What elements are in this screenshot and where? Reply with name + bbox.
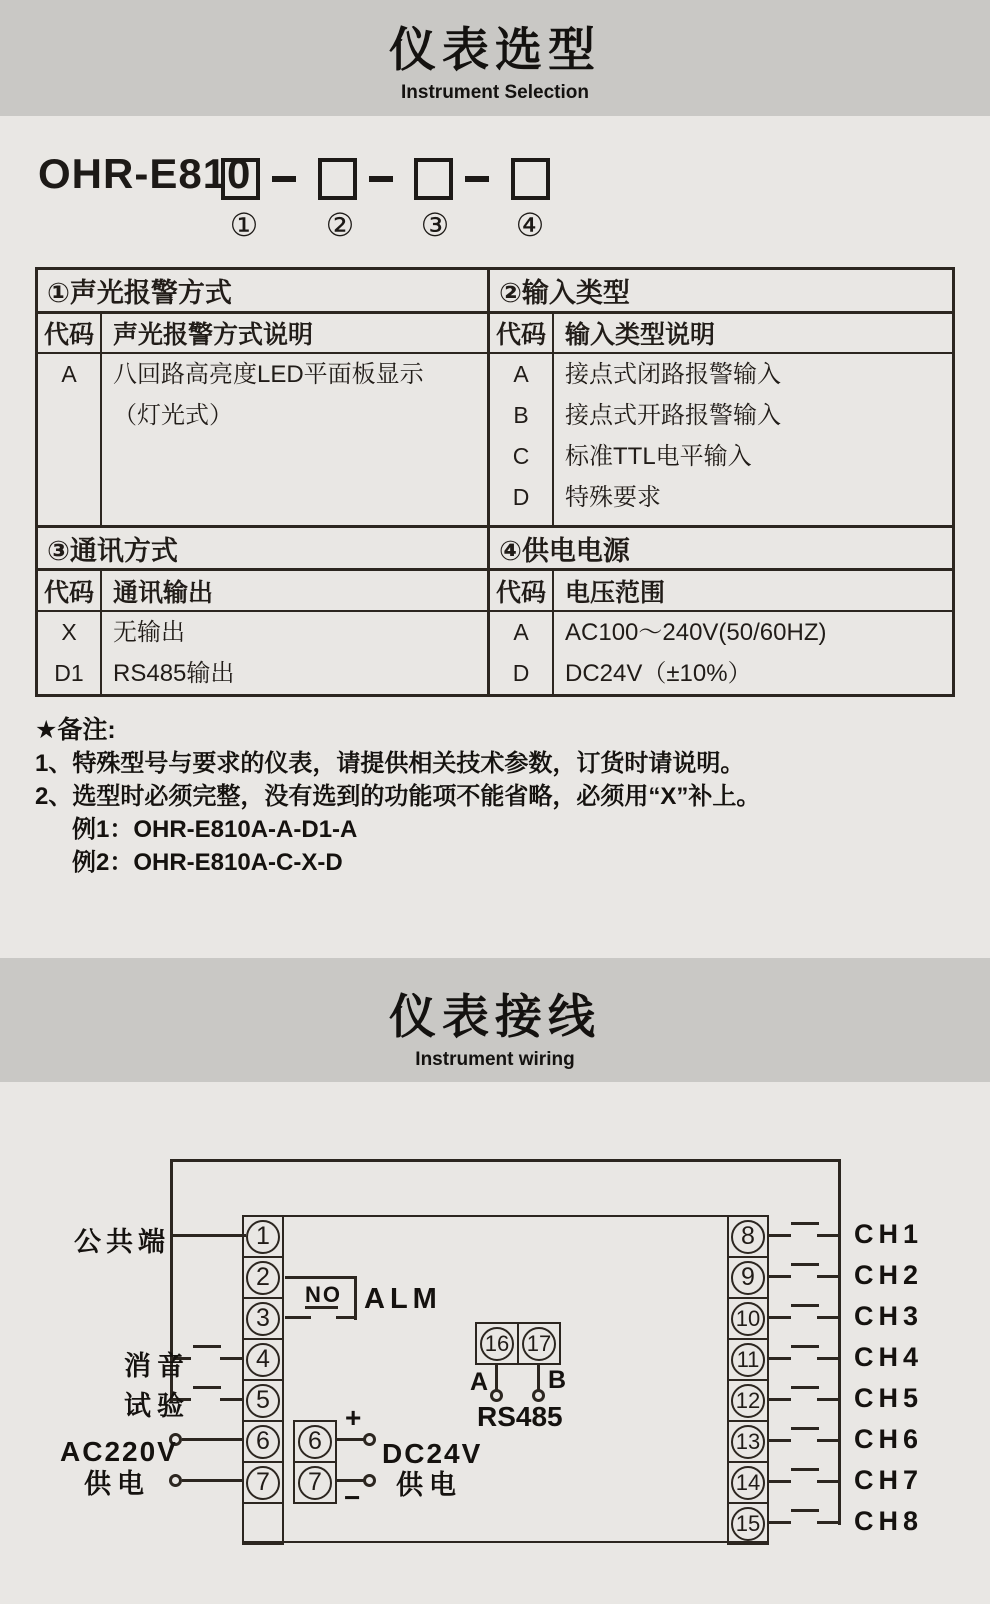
position-label-1: ① [229, 207, 259, 243]
no-contact-label: NO [305, 1282, 342, 1307]
test-switch-lead [220, 1398, 244, 1401]
terminal-2 [242, 1256, 284, 1299]
ch1-bar [791, 1222, 819, 1225]
ch4-lead [817, 1357, 841, 1360]
terminal-17-number: 17 [522, 1327, 556, 1361]
ac-power-label: AC220V [60, 1436, 178, 1467]
terminal-2-number: 2 [246, 1261, 280, 1295]
selection-table-right [490, 270, 952, 694]
rs485-a-wire [495, 1363, 498, 1391]
terminal-12 [727, 1379, 769, 1422]
ch7-lead [769, 1480, 791, 1483]
section3-desc-header: 通讯输出 [113, 578, 214, 607]
section4-code-0: A [513, 619, 529, 645]
section2-content [490, 354, 952, 527]
section2-code-1: B [513, 402, 529, 429]
dc-power-label2: 供电 [396, 1470, 462, 1500]
selection-title: 仪表选型 [389, 23, 601, 76]
section4-desc-0: AC100～240V(50/60HZ) [565, 619, 827, 646]
section3-code-header: 代码 [38, 571, 102, 610]
section2-desc-2: 标准TTL电平输入 [565, 443, 752, 471]
terminal-16 [475, 1322, 519, 1365]
ch1-lead [817, 1234, 841, 1237]
ch8-label: CH8 [854, 1506, 924, 1536]
wiring-subtitle: Instrument wiring [415, 1049, 575, 1070]
test-switch-bar [193, 1386, 221, 1389]
position-label-4: ④ [515, 207, 545, 243]
dc-terminal-6-number: 6 [298, 1425, 332, 1459]
ch4-lead [769, 1357, 791, 1360]
plus-sign: + [345, 1402, 362, 1433]
ch3-label: CH3 [854, 1301, 924, 1331]
ch4-bar [791, 1345, 819, 1348]
ch1-lead [769, 1234, 791, 1237]
section4-code-1: D [512, 660, 530, 686]
section4-subheader [490, 571, 952, 612]
section2-desc-1: 接点式开路报警输入 [565, 402, 781, 430]
dc-plus-wire [337, 1438, 364, 1441]
section4-content [490, 612, 952, 694]
terminal-7-number: 7 [246, 1466, 280, 1500]
ch5-bar [791, 1386, 819, 1389]
terminal-4 [242, 1338, 284, 1381]
ch5-lead [817, 1398, 841, 1401]
section3-desc-0: 无输出 [113, 619, 185, 646]
wiring-header-band [0, 958, 990, 1082]
alm-contact-lead [336, 1316, 357, 1319]
section1-desc-1: （灯光式） [113, 402, 233, 430]
section4-desc-1: DC24V（±10%） [565, 660, 752, 687]
terminal-8 [727, 1215, 769, 1258]
ch3-bar [791, 1304, 819, 1307]
terminal-1 [242, 1215, 284, 1258]
section2-subheader [490, 314, 952, 355]
section3-desc-1: RS485输出 [113, 660, 235, 687]
note-line-2: 2、选型时必须完整，没有选到的功能项不能省略，必须用“X”补上。 [35, 783, 761, 810]
section1-subheader [38, 314, 487, 355]
alm-wire-vertical [354, 1276, 357, 1320]
ch2-lead [817, 1275, 841, 1278]
terminal-10-number: 10 [731, 1302, 765, 1336]
terminal-14-number: 14 [731, 1466, 765, 1500]
wiring-title: 仪表接线 [389, 990, 601, 1043]
test-label: 试验 [124, 1391, 190, 1421]
common-wire [171, 1234, 246, 1237]
section1-content [38, 354, 487, 527]
ch6-lead [817, 1439, 841, 1442]
ch3-lead [817, 1316, 841, 1319]
section3-code-0: X [61, 619, 77, 645]
section2-desc-0: 接点式闭路报警输入 [565, 361, 781, 389]
ch6-bar [791, 1427, 819, 1430]
section1-code-header: 代码 [38, 314, 102, 353]
alarm-label: ALM [364, 1283, 442, 1315]
terminal-1-number: 1 [246, 1220, 280, 1254]
alm-wire-top [285, 1276, 357, 1279]
terminal-3 [242, 1297, 284, 1340]
section2-code-0: A [513, 361, 529, 388]
model-slot-2 [318, 158, 357, 200]
mute-switch-bar [193, 1345, 221, 1348]
section2-code-2: C [512, 443, 530, 470]
model-name: OHR-E810 [38, 150, 252, 197]
position-label-3: ③ [420, 207, 450, 243]
selection-table-left [38, 270, 490, 694]
terminal-7 [242, 1461, 284, 1504]
ch2-bar [791, 1263, 819, 1266]
dc-minus-dot [363, 1474, 376, 1487]
mute-label: 消音 [124, 1351, 190, 1381]
position-label-2: ② [325, 207, 355, 243]
section2-code-header: 代码 [490, 314, 554, 353]
section3-header: ③通讯方式 [38, 525, 487, 572]
dc-terminal-7 [293, 1461, 337, 1504]
ch8-bar [791, 1509, 819, 1512]
notes-block [35, 714, 955, 879]
terminal-3-number: 3 [246, 1302, 280, 1336]
note-line-1: 1、特殊型号与要求的仪表，请提供相关技术参数，订货时请说明。 [35, 750, 745, 777]
model-slot-1 [221, 158, 260, 200]
ch7-bar [791, 1468, 819, 1471]
ch7-lead [817, 1480, 841, 1483]
ac-power-label2: 供电 [84, 1469, 150, 1499]
ac-supply-wire [182, 1438, 244, 1441]
ch5-label: CH5 [854, 1383, 924, 1413]
minus-sign: − [344, 1482, 361, 1513]
terminal-6 [242, 1420, 284, 1463]
terminal-13 [727, 1420, 769, 1463]
selection-subtitle: Instrument Selection [401, 82, 589, 103]
terminal-5 [242, 1379, 284, 1422]
ch4-label: CH4 [854, 1342, 924, 1372]
rs485-a-label: A [470, 1368, 489, 1396]
ch1-label: CH1 [854, 1219, 924, 1249]
mute-switch-lead [220, 1357, 244, 1360]
terminal-blank [242, 1502, 284, 1545]
ch2-lead [769, 1275, 791, 1278]
ch6-lead [769, 1439, 791, 1442]
common-label: 公共端 [74, 1227, 170, 1257]
section2-header: ②输入类型 [490, 270, 952, 314]
terminal-12-number: 12 [731, 1384, 765, 1418]
rs485-b-wire [537, 1363, 540, 1391]
ch8-lead [769, 1521, 791, 1524]
dc-plus-dot [363, 1433, 376, 1446]
dc-power-label: DC24V [382, 1438, 483, 1469]
terminal-4-number: 4 [246, 1343, 280, 1377]
terminal-16-number: 16 [480, 1327, 514, 1361]
terminal-13-number: 13 [731, 1425, 765, 1459]
ch2-label: CH2 [854, 1260, 924, 1290]
model-dash [465, 176, 489, 182]
notes-title: ★备注: [35, 716, 116, 744]
section4-code-header: 代码 [490, 571, 554, 610]
terminal-11-number: 11 [731, 1343, 765, 1377]
ch7-label: CH7 [854, 1465, 924, 1495]
section1-desc-header: 声光报警方式说明 [113, 320, 314, 349]
alm-contact-lead [285, 1316, 311, 1319]
ch3-lead [769, 1316, 791, 1319]
common-top-rail [171, 1159, 841, 1162]
section3-subheader [38, 571, 487, 612]
section2-desc-header: 输入类型说明 [565, 320, 716, 349]
ac-supply-wire [182, 1479, 244, 1482]
ch5-lead [769, 1398, 791, 1401]
section4-header: ④供电电源 [490, 525, 952, 572]
section3-code-1: D1 [54, 660, 84, 686]
section1-code-0: A [61, 361, 77, 388]
model-slot-4 [511, 158, 550, 200]
terminal-5-number: 5 [246, 1384, 280, 1418]
terminal-15-number: 15 [731, 1507, 765, 1541]
terminal-8-number: 8 [731, 1220, 765, 1254]
model-dash [369, 176, 393, 182]
dc-terminal-6 [293, 1420, 337, 1463]
selection-table [35, 267, 955, 697]
ch6-label: CH6 [854, 1424, 924, 1454]
rs485-label: RS485 [477, 1401, 563, 1432]
terminal-9 [727, 1256, 769, 1299]
terminal-10 [727, 1297, 769, 1340]
terminal-15 [727, 1502, 769, 1545]
terminal-6-number: 6 [246, 1425, 280, 1459]
ac-supply-dot [169, 1474, 182, 1487]
section3-content [38, 612, 487, 694]
section1-header: ①声光报警方式 [38, 270, 487, 314]
dc-terminal-7-number: 7 [298, 1466, 332, 1500]
section2-desc-3: 特殊要求 [565, 484, 661, 512]
selection-header-band [0, 0, 990, 116]
note-example-2: 例2：OHR-E810A-C-X-D [72, 849, 343, 876]
ch8-lead [817, 1521, 841, 1524]
terminal-9-number: 9 [731, 1261, 765, 1295]
terminal-11 [727, 1338, 769, 1381]
rs485-b-label: B [548, 1366, 567, 1394]
model-dash [272, 176, 296, 182]
section4-desc-header: 电压范围 [565, 578, 666, 607]
section2-code-3: D [512, 484, 530, 511]
terminal-14 [727, 1461, 769, 1504]
model-slot-3 [414, 158, 453, 200]
channel-bus-rail [838, 1159, 841, 1525]
terminal-17 [517, 1322, 561, 1365]
section1-desc-0: 八回路高亮度LED平面板显示 [113, 361, 424, 389]
note-example-1: 例1：OHR-E810A-A-D1-A [72, 816, 358, 843]
